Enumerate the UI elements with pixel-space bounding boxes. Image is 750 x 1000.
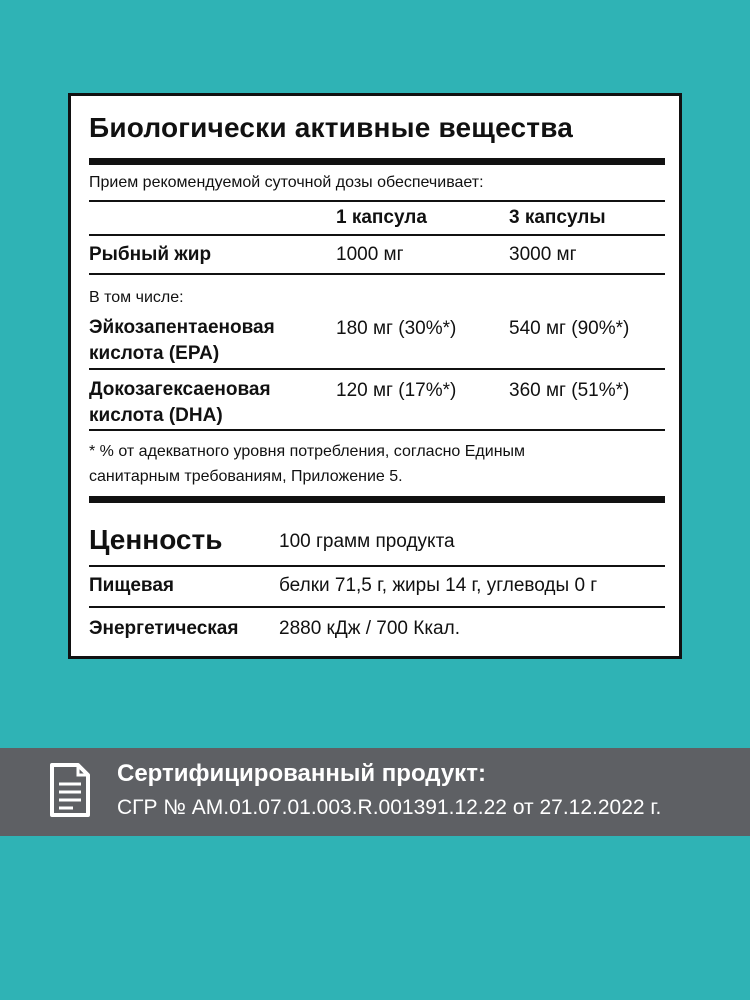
nutrition-label: Пищевая xyxy=(89,575,175,596)
col1-header: 1 капсула xyxy=(336,207,427,228)
divider xyxy=(89,200,665,202)
divider xyxy=(89,565,665,567)
document-icon xyxy=(48,762,92,818)
fish-oil-col2: 3000 мг xyxy=(509,244,577,265)
footnote-line2: санитарным требованиям, Приложение 5. xyxy=(89,468,403,485)
value-basis: 100 грамм продукта xyxy=(279,531,455,552)
dha-col1: 120 мг (17%*) xyxy=(336,380,457,401)
dha-label-line2: кислота (DHA) xyxy=(89,405,223,426)
dha-label-line1: Докозагексаеновая xyxy=(89,379,271,400)
epa-col2: 540 мг (90%*) xyxy=(509,318,630,339)
intake-note: Прием рекомендуемой суточной дозы обеспечивает: xyxy=(89,174,484,191)
divider xyxy=(89,273,665,275)
section-divider xyxy=(89,496,665,503)
dha-label xyxy=(89,377,271,429)
divider xyxy=(89,234,665,236)
fish-oil-label: Рыбный жир xyxy=(89,244,212,265)
fish-oil-col1: 1000 мг xyxy=(336,244,404,265)
including-label: В том числе: xyxy=(89,289,184,306)
footnote-line1: * % от адекватного уровня потребления, согласно Единым xyxy=(89,443,526,460)
dha-col2: 360 мг (51%*) xyxy=(509,380,630,401)
divider xyxy=(89,368,665,370)
title-divider xyxy=(89,158,665,165)
epa-label-line1: Эйкозапентаеновая xyxy=(89,317,275,338)
certificate-title: Сертифицированный продукт: xyxy=(117,760,486,787)
energy-label: Энергетическая xyxy=(89,618,239,639)
epa-col1: 180 мг (30%*) xyxy=(336,318,457,339)
nutrition-value: белки 71,5 г, жиры 14 г, углеводы 0 г xyxy=(279,575,598,596)
epa-label xyxy=(89,315,275,367)
col2-header: 3 капсулы xyxy=(509,207,606,228)
value-title: Ценность xyxy=(89,524,223,555)
certificate-band xyxy=(0,748,750,836)
divider xyxy=(89,429,665,431)
epa-label-line2: кислота (EPA) xyxy=(89,343,220,364)
divider xyxy=(89,606,665,608)
panel-title: Биологически активные вещества xyxy=(89,112,574,143)
certificate-number: СГР № AM.01.07.01.003.R.001391.12.22 от 27.12.2022 г. xyxy=(117,796,662,819)
energy-value: 2880 кДж / 700 Ккал. xyxy=(279,618,460,639)
nutrition-panel xyxy=(68,93,682,659)
